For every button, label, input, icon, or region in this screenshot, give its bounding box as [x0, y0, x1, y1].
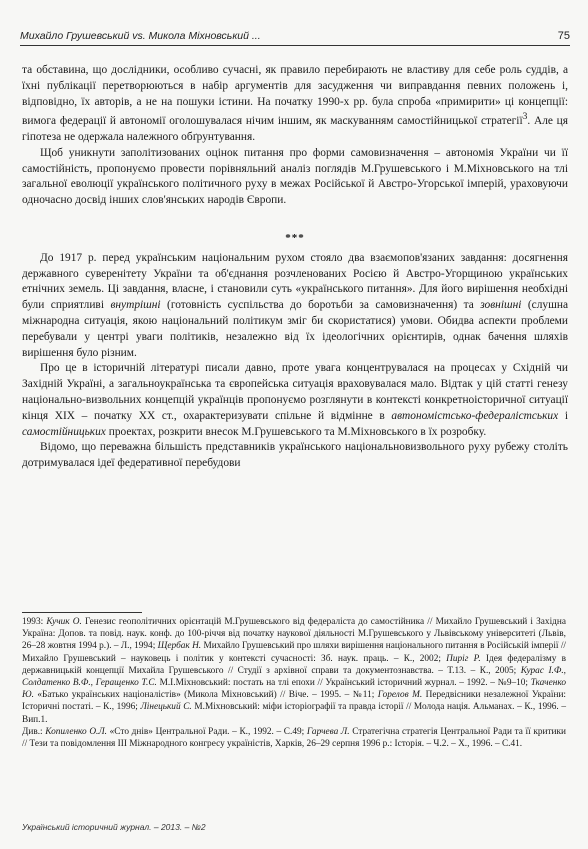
paragraph	[22, 440, 568, 472]
paragraphs-before-separator	[22, 63, 568, 209]
text-run: Генезис геополітичних орієнтацій М.Грушевського від федераліста до самостійника // Михайло Грушевський і Західна Україна: Допов. та повід. наук. конф. до 100-річчя від початку наукової діяльності М.Грушевського у Львівському університеті (Львів, 26–28 жовтня 1994 р.). – Л., 1994;	[22, 617, 566, 652]
text-run: 1993:	[22, 617, 47, 627]
journal-footer: Український історичний журнал. – 2013. – №2	[22, 822, 206, 832]
paragraph	[22, 63, 568, 146]
text-run: Стратегічна стратегія Центральної Ради та її критики // Тези та повідомлення ІІІ Міжнародного конгресу україністів, Харків, 26–29 серпня 1996 р.: Історія. – Ч.2. – Х., 1996. – С.41.	[22, 726, 566, 750]
italic-text: Кучик О.	[46, 617, 82, 627]
text-run: Про це в історичній літературі писали давно, проте увага концентрувалася на процесах у Східній чи Західній Україні, а загальноукраїнська та європейська ситуація враховувалася мало. Відтак у цій статті генезу національно-визвольних концепцій українців пропонуємо розглянути в контексті конкретноісторичної ситуації кінця ХІХ – початку ХХ ст., охарактеризувати спільне й відмінне в	[22, 362, 568, 422]
page-number: 75	[557, 30, 570, 42]
section-separator: ***	[285, 231, 305, 244]
italic-text: самостійницьких	[22, 425, 106, 438]
italic-text: Горелов М.	[377, 690, 423, 701]
text-run: «Сто днів» Центральної Ради. – К., 1992. – С.49;	[107, 726, 307, 737]
running-header	[20, 30, 570, 46]
italic-text: Копиленко О.Л.	[45, 726, 108, 737]
footnote	[22, 616, 566, 726]
italic-text: внутрішні	[110, 299, 161, 312]
italic-text: автономістсько-федералістських	[391, 409, 559, 422]
italic-text: Пиріг Р.	[446, 653, 481, 664]
text-run: Щоб уникнути заполітизованих оцінок питання про форми самовизначення – автономія України чи її самостійність, пропонуємо провести порівняльний аналіз поглядів М.Грушевського і М.Міхновського на тлі загальної еволюції українського політичного руху в межах Російської й Австро-Угорської імперій, ураховуючи одночасно досвід інших слов'янських народів Європи.	[22, 146, 568, 207]
text-run: Михайло Грушевський про шляхи вирішення національного питання в Російській імперії // Михайло Грушевський – науковець і політик у контексті сучасності: Зб. наук. праць. – К., 2002;	[22, 641, 566, 664]
footnote-ref: 3	[522, 112, 528, 123]
footnote	[22, 726, 566, 750]
text-run: (готовність суспільства до боротьби за самовизначення) та	[160, 299, 481, 312]
text-run: Ідея федералізму в державницькій концепції Михайла Грушевського // Студії з архівної справи та документознавства. – Т.13. – К., 2005;	[22, 653, 566, 676]
text-run: Див.:	[22, 726, 46, 737]
paragraphs-after-separator	[22, 251, 568, 472]
text-run: Відомо, що переважна більшість представників українського національновизвольного руху рубежу століть дотримувалася ідеї федеративної перебудови	[22, 441, 568, 470]
italic-text: Щербак Н.	[157, 641, 202, 652]
italic-text: Лінецький С.	[140, 702, 192, 713]
text-run: М.І.Міхновський: постать на тлі епохи // Український історичний журнал. – 1992. – №9–10;	[156, 678, 531, 689]
running-title: Михайло Грушевський vs. Микола Міхновський ...	[20, 30, 261, 42]
paragraph	[22, 251, 568, 362]
text-run: «Батько українських націоналістів» (Микола Міхновський) // Віче. – 1995. – №11;	[33, 690, 378, 701]
text-run: М.Міхновський: міфи історіографії та правда історії // Молода нація. Альманах. – К., 1996. – Вип.1.	[22, 702, 566, 725]
text-run: і	[558, 409, 568, 422]
text-run: проектах, розкрити внесок М.Грушевського та М.Міхновського в їх розробку.	[105, 425, 487, 438]
footnote-rule	[22, 612, 142, 613]
text-run: (слушна міжнародна ситуація, якою національний політикум зміг би скористатися) умови. Обидва аспекти проблеми перебували у центрі уваги політиків, незалежно від їх ідеологічних орієнтирів, однак бачення шляхів вирішення було різним.	[22, 299, 569, 359]
italic-text: Курас І.Ф., Солдатенко В.Ф., Геращенко Т.С.	[22, 665, 566, 689]
italic-text: зовнішні	[480, 299, 522, 312]
italic-text: Гарчева Л.	[306, 726, 350, 737]
text-run: Передвісники незалежної України: Історичні постаті. – К., 1996;	[22, 690, 567, 713]
paragraph	[22, 146, 568, 209]
italic-text: Ткаченко Ю.	[22, 678, 566, 701]
main-text	[22, 63, 568, 472]
footnotes	[22, 616, 566, 750]
text-run: До 1917 р. перед українським національним рухом стояло два взаємопов'язаних завдання: досягнення державного суверенітету України та об'єднання розчленованих Росією й Австро-Угорщиною українських етнічних земель. Ці завдання, власне, і становили суть «українського питання». Для його вирішення необхідні були сприятливі	[22, 251, 568, 312]
text-run: . Але ця гіпотеза не одержала належного обґрунтування.	[22, 115, 568, 143]
text-run: та обставина, що дослідники, особливо сучасні, як правило перебирають не властиву для себе роль суддів, а їхні публікації перетворюються в набір аргументів для засудження чи виправдання певних положень і, відповідно, їх авторів, а не на пошуки істини. На початку 1990-х рр. була спроба «примирити» ці концепції: вимога федерації й автономії оголошувалася нічим іншим, як маскуванням самостійницької стратегії	[22, 64, 568, 128]
paragraph	[22, 361, 568, 440]
